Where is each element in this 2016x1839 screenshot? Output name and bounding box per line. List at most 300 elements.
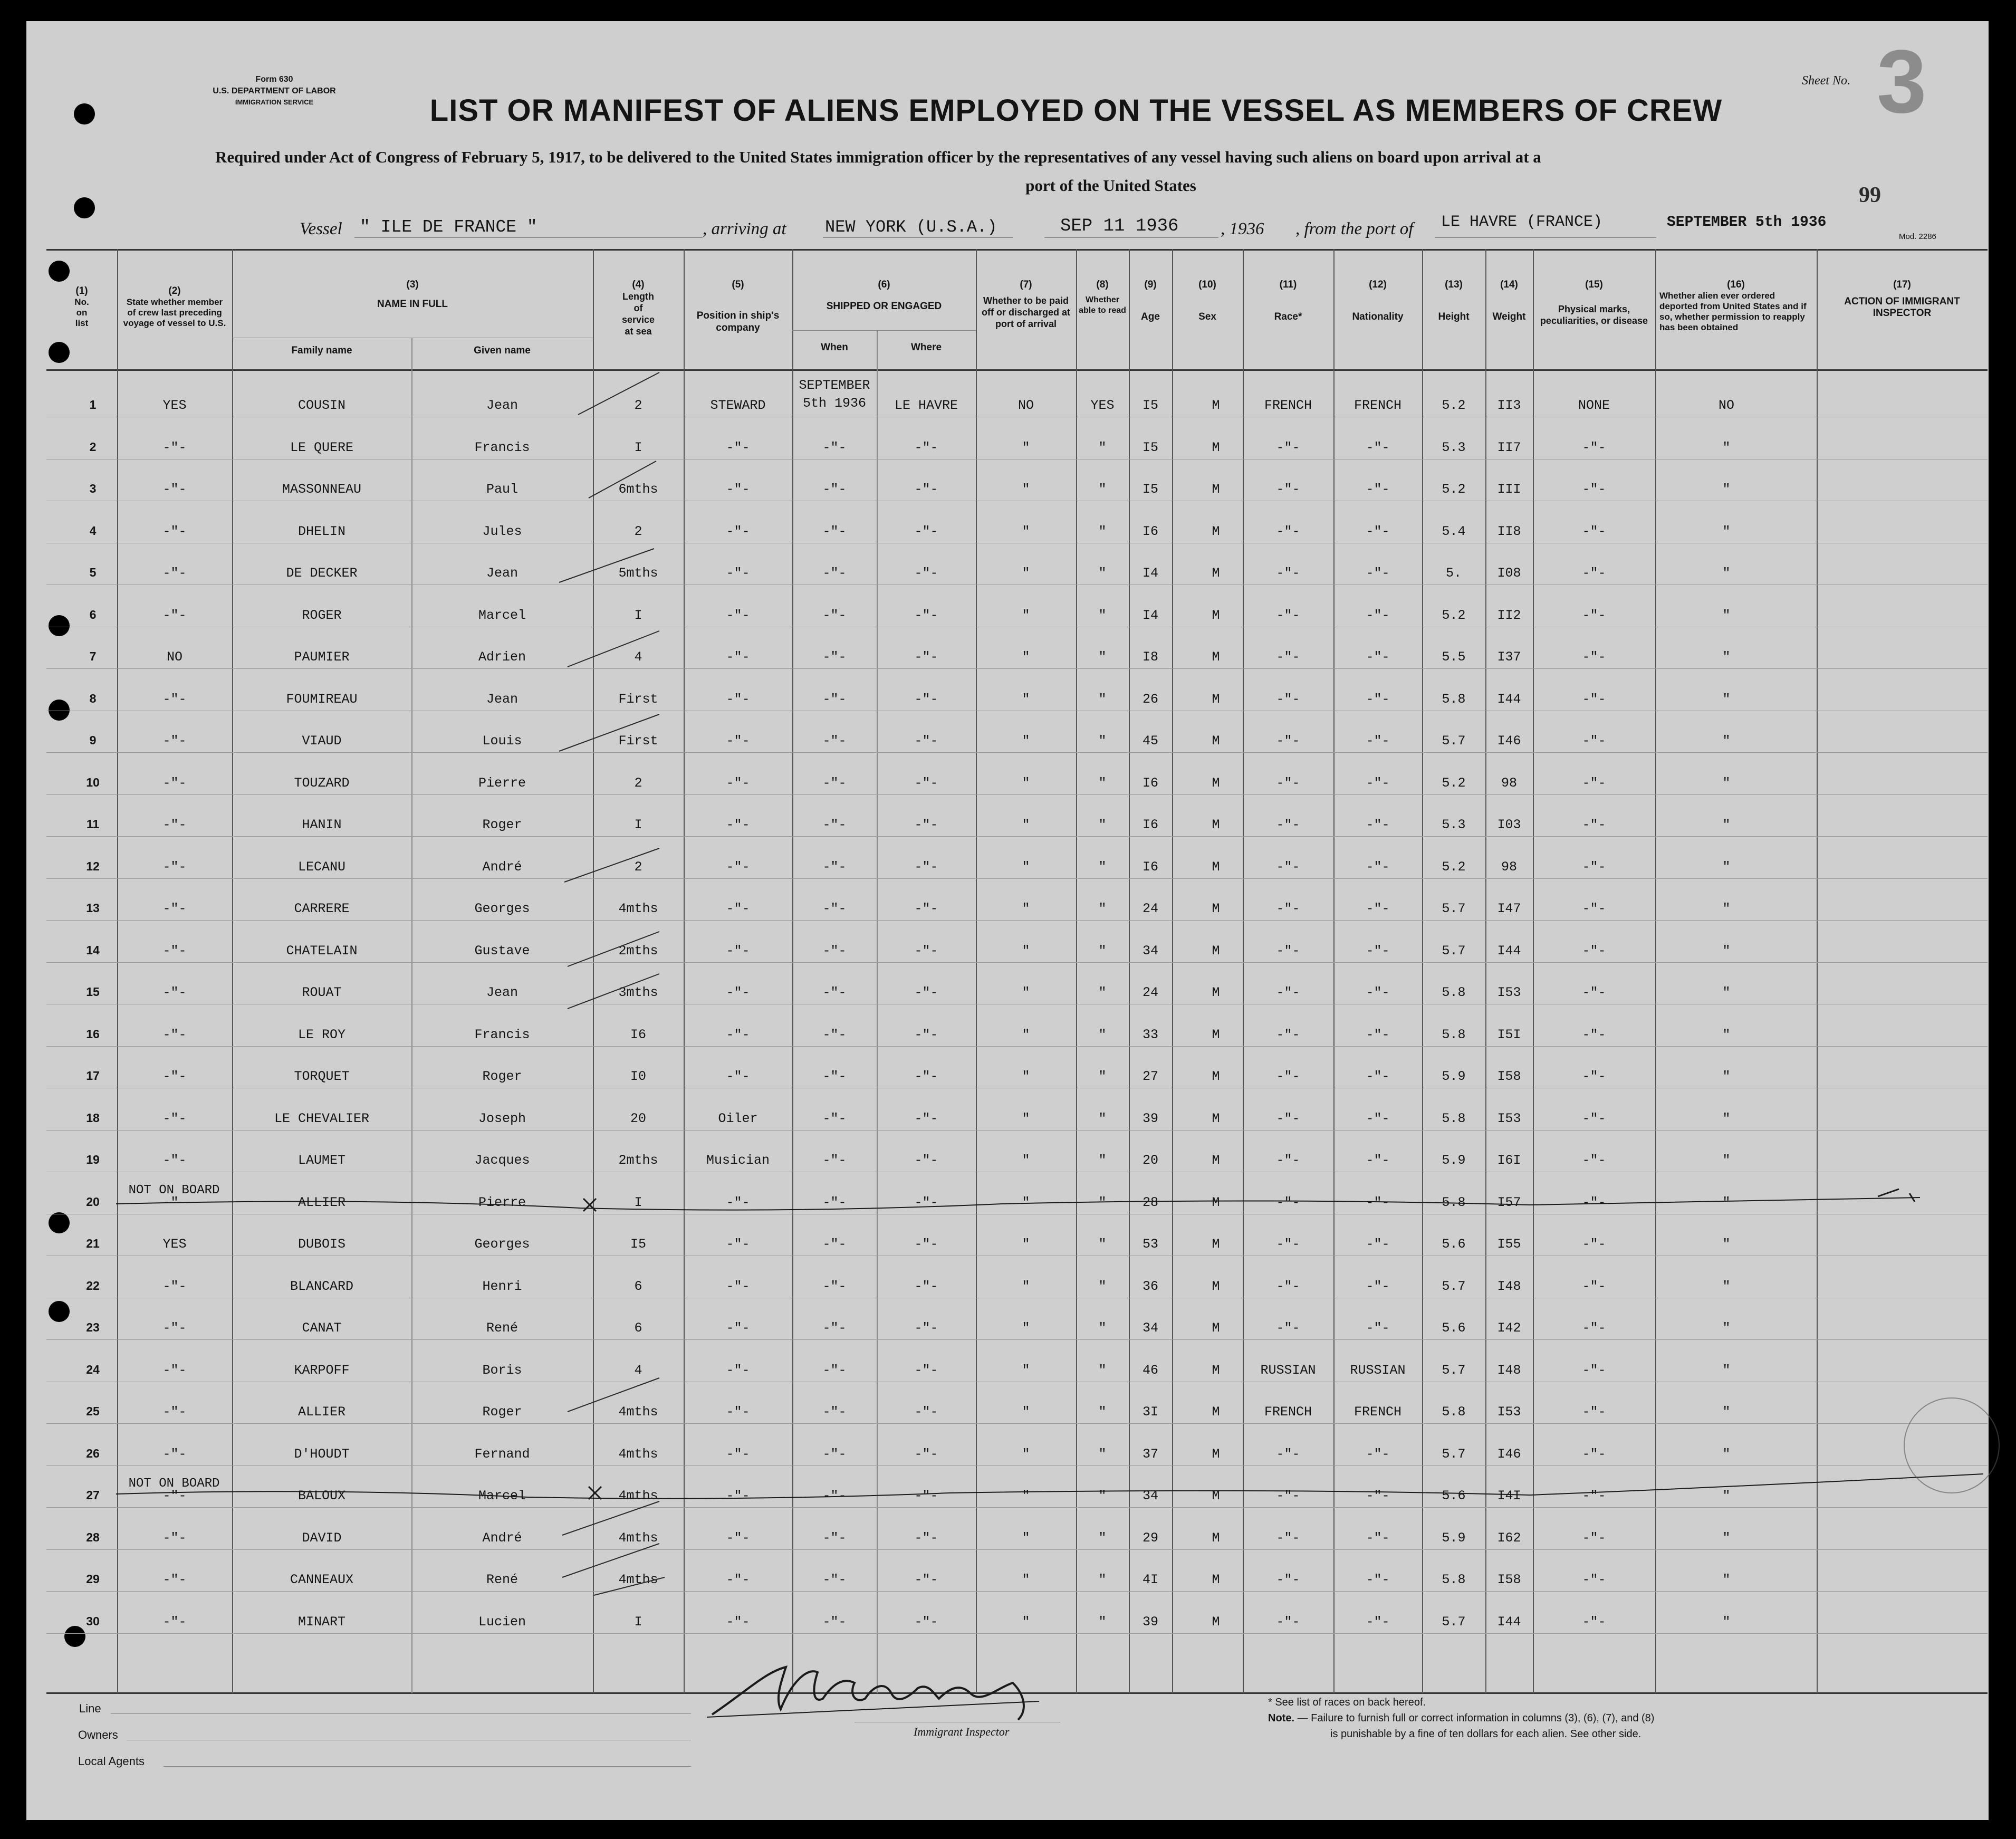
cell-family: HANIN xyxy=(302,817,342,832)
cell-marks: -"- xyxy=(1582,943,1606,959)
cell-weight: I08 xyxy=(1497,566,1521,581)
cell-age: 36 xyxy=(1142,1278,1159,1294)
cell-prev: -"- xyxy=(162,439,187,455)
cell-where: -"- xyxy=(914,1110,938,1126)
cell-when: -"- xyxy=(822,1572,847,1587)
cell-family: CANNEAUX xyxy=(290,1572,354,1587)
cell-when: -"- xyxy=(822,1110,847,1126)
cell-where: -"- xyxy=(914,523,938,539)
cell-nat: -"- xyxy=(1366,691,1390,707)
inspector-signature xyxy=(702,1651,1071,1725)
col-age-header: (9) Age xyxy=(1141,279,1160,322)
cell-where: -"- xyxy=(914,1027,938,1042)
cell-weight: II7 xyxy=(1497,439,1521,455)
cell-marks: -"- xyxy=(1582,1362,1606,1378)
cell-weight: I58 xyxy=(1497,1572,1521,1587)
cell-when: -"- xyxy=(822,1278,847,1294)
cell-when: -"- xyxy=(822,523,847,539)
cell-where: -"- xyxy=(914,607,938,623)
cell-sex: M xyxy=(1212,607,1220,623)
cell-sex: M xyxy=(1212,439,1220,455)
form-service: IMMIGRATION SERVICE xyxy=(235,98,314,106)
cell-where: -"- xyxy=(914,1278,938,1294)
cell-prev: -"- xyxy=(162,1069,187,1084)
cell-given: Jean xyxy=(486,691,519,707)
cell-service: 4mths xyxy=(618,1404,658,1420)
cell-prev: -"- xyxy=(162,1278,187,1294)
cell-given: Roger xyxy=(482,1069,522,1084)
cell-sex: M xyxy=(1212,775,1220,791)
col-shipped-header: (6) SHIPPED OR ENGAGED xyxy=(826,279,942,312)
cell-paid: " xyxy=(1022,1572,1030,1587)
arriving-label: , arriving at xyxy=(703,219,786,238)
cell-marks: -"- xyxy=(1582,859,1606,875)
cell-given: Francis xyxy=(474,439,530,455)
cell-deported: " xyxy=(1722,1530,1731,1546)
cell-given: Jean xyxy=(486,985,519,1000)
cell-race: -"- xyxy=(1276,1320,1300,1336)
cell-position: -"- xyxy=(726,985,750,1000)
col-service-header: (4) Length of service at sea xyxy=(621,279,655,337)
cell-sex: M xyxy=(1212,482,1220,497)
penalty-note-2: is punishable by a fine of ten dollars for each alien. See other side. xyxy=(1330,1728,1641,1740)
cell-prev: -"- xyxy=(162,1446,187,1462)
cell-prev: -"- xyxy=(162,691,187,707)
cell-sex: M xyxy=(1212,566,1220,581)
cell-when: -"- xyxy=(822,482,847,497)
cell-when: -"- xyxy=(822,649,847,665)
row-number: 21 xyxy=(86,1237,100,1250)
cell-weight: I58 xyxy=(1497,1069,1521,1084)
cell-prev: -"- xyxy=(162,733,187,749)
row-number: 24 xyxy=(86,1362,100,1376)
cell-age: I4 xyxy=(1142,607,1159,623)
cell-weight: I53 xyxy=(1497,985,1521,1000)
cell-height: 5.3 xyxy=(1442,817,1466,832)
cell-weight: 98 xyxy=(1501,775,1518,791)
cell-sex: M xyxy=(1212,1320,1220,1336)
cell-paid: " xyxy=(1022,1446,1030,1462)
cell-given: André xyxy=(482,859,522,875)
cell-nat: -"- xyxy=(1366,901,1390,916)
cell-where: -"- xyxy=(914,691,938,707)
cell-where: -"- xyxy=(914,1530,938,1546)
cell-position: -"- xyxy=(726,733,750,749)
row-number: 9 xyxy=(89,733,97,747)
departure-date: SEPTEMBER 5th 1936 xyxy=(1667,214,1827,231)
cell-given: Henri xyxy=(482,1278,522,1294)
cell-age: 29 xyxy=(1142,1530,1159,1546)
cell-when: -"- xyxy=(822,1488,847,1503)
cell-age: 28 xyxy=(1142,1194,1159,1210)
cell-weight: II3 xyxy=(1497,398,1521,413)
check-marks xyxy=(559,372,665,1595)
cell-sex: M xyxy=(1212,943,1220,959)
cell-nat: -"- xyxy=(1366,649,1390,665)
cell-service: 4 xyxy=(634,649,642,665)
cell-read: " xyxy=(1098,859,1107,875)
cell-prev: -"- xyxy=(162,1362,187,1378)
cell-marks: -"- xyxy=(1582,1530,1606,1546)
cell-where: -"- xyxy=(914,482,938,497)
cell-prev: -"- xyxy=(162,607,187,623)
cell-race: -"- xyxy=(1276,1237,1300,1252)
cell-family: LECANU xyxy=(297,859,346,875)
cell-given: Paul xyxy=(486,482,519,497)
cell-family: TORQUET xyxy=(294,1069,350,1084)
cell-paid: " xyxy=(1022,901,1030,916)
row-number: 1 xyxy=(89,398,97,411)
row-number: 12 xyxy=(86,859,100,873)
strike-line-row-20 xyxy=(116,1198,1920,1210)
cell-service: 2 xyxy=(634,859,642,875)
cell-height: 5.8 xyxy=(1442,1027,1466,1042)
cell-race: -"- xyxy=(1276,1614,1300,1630)
cell-paid: " xyxy=(1022,733,1030,749)
cell-prev: -"- xyxy=(162,1110,187,1126)
cell-marks: -"- xyxy=(1582,1446,1606,1462)
cell-marks: -"- xyxy=(1582,817,1606,832)
cell-age: I6 xyxy=(1142,523,1159,539)
cell-sex: M xyxy=(1212,1530,1220,1546)
subtitle-line-1: Required under Act of Congress of February 5, 1917, to be delivered to the United States immigration officer by the representatives of any vessel having such aliens on board upon arrival at a xyxy=(215,148,1541,166)
cell-paid: " xyxy=(1022,1404,1030,1420)
row-number: 23 xyxy=(86,1320,100,1334)
cell-given: Louis xyxy=(482,733,522,749)
cell-height: 5.2 xyxy=(1442,482,1466,497)
cell-height: 5.8 xyxy=(1442,1572,1466,1587)
cell-given: Marcel xyxy=(478,1488,526,1503)
cell-where: -"- xyxy=(914,566,938,581)
cell-read: " xyxy=(1098,901,1107,916)
cell-family: VIAUD xyxy=(302,733,342,749)
cell-where: -"- xyxy=(914,1069,938,1084)
cell-height: 5.5 xyxy=(1442,649,1466,665)
cell-age: 20 xyxy=(1142,1153,1159,1168)
cell-when: -"- xyxy=(822,566,847,581)
cell-when: -"- xyxy=(822,1194,847,1210)
cell-sex: M xyxy=(1212,523,1220,539)
cell-position: -"- xyxy=(726,1614,750,1630)
cell-paid: " xyxy=(1022,775,1030,791)
cell-nat: -"- xyxy=(1366,1572,1390,1587)
row-number: 11 xyxy=(86,817,100,831)
cell-sex: M xyxy=(1212,901,1220,916)
cell-family: ALLIER xyxy=(297,1194,346,1210)
cell-prev: -"- xyxy=(162,523,187,539)
row-number: 3 xyxy=(89,482,97,495)
cell-when: -"- xyxy=(822,439,847,455)
cell-nat: -"- xyxy=(1366,1110,1390,1126)
cell-height: 5.7 xyxy=(1442,943,1466,959)
cell-paid: " xyxy=(1022,1153,1030,1168)
cell-paid: " xyxy=(1022,985,1030,1000)
cell-prev: -"- xyxy=(162,817,187,832)
cell-when: -"- xyxy=(822,1614,847,1630)
col-previous-voyage-header: (2) State whether member of crew last preceding voyage of vessel to U.S. xyxy=(123,285,226,328)
cell-service: I xyxy=(634,1194,642,1210)
cell-height: 5. xyxy=(1445,566,1462,581)
cell-read: " xyxy=(1098,1614,1107,1630)
cell-read: " xyxy=(1098,439,1107,455)
cell-height: 5.8 xyxy=(1442,1110,1466,1126)
cell-family: ROUAT xyxy=(302,985,342,1000)
cell-marks: -"- xyxy=(1582,1488,1606,1503)
not-on-board-note: NOT ON BOARD xyxy=(128,1477,220,1491)
cell-read: " xyxy=(1098,1572,1107,1587)
cell-prev: YES xyxy=(162,398,187,413)
cell-given: Joseph xyxy=(478,1110,526,1126)
sheet-number: 3 xyxy=(1877,32,1927,132)
cell-when: -"- xyxy=(822,607,847,623)
cell-marks: -"- xyxy=(1582,775,1606,791)
not-on-board-note: NOT ON BOARD xyxy=(128,1183,220,1198)
cell-paid: " xyxy=(1022,817,1030,832)
cell-height: 5.9 xyxy=(1442,1069,1466,1084)
cell-race: -"- xyxy=(1276,1530,1300,1546)
cell-where: -"- xyxy=(914,1153,938,1168)
cell-height: 5.9 xyxy=(1442,1153,1466,1168)
cell-service: 4mths xyxy=(618,1530,658,1546)
cell-position: -"- xyxy=(726,1488,750,1503)
cell-read: " xyxy=(1098,1488,1107,1503)
cell-weight: I53 xyxy=(1497,1110,1521,1126)
cell-age: I5 xyxy=(1142,439,1159,455)
cell-nat: -"- xyxy=(1366,566,1390,581)
cell-family: LE CHEVALIER xyxy=(274,1110,370,1126)
cell-position: Oiler xyxy=(718,1110,758,1126)
cell-deported: " xyxy=(1722,1110,1731,1126)
row-number: 8 xyxy=(89,691,97,705)
cell-family: DUBOIS xyxy=(297,1237,346,1252)
cell-when: -"- xyxy=(822,1362,847,1378)
cell-family: TOUZARD xyxy=(294,775,350,791)
row-number: 2 xyxy=(89,439,97,454)
cell-given: André xyxy=(482,1530,522,1546)
row-number: 13 xyxy=(86,901,100,915)
x-mark-row-27 xyxy=(589,1487,601,1499)
cell-deported: " xyxy=(1722,1446,1731,1462)
cell-age: 37 xyxy=(1142,1446,1159,1462)
cell-marks: -"- xyxy=(1582,1110,1606,1126)
col-name-header: (3) NAME IN FULL xyxy=(377,279,448,310)
cell-marks: -"- xyxy=(1582,1237,1606,1252)
cell-family: LE ROY xyxy=(297,1027,346,1042)
cell-when: -"- xyxy=(822,1446,847,1462)
cell-weight: I37 xyxy=(1497,649,1521,665)
cell-where: -"- xyxy=(914,817,938,832)
cell-height: 5.8 xyxy=(1442,1194,1466,1210)
row-number: 25 xyxy=(86,1404,100,1418)
from-label: , from the port of xyxy=(1295,219,1414,238)
cell-when: -"- xyxy=(822,943,847,959)
row-number: 16 xyxy=(86,1027,100,1041)
cell-race: -"- xyxy=(1276,1278,1300,1294)
cell-deported: " xyxy=(1722,482,1731,497)
cell-marks: -"- xyxy=(1582,985,1606,1000)
cell-nat: -"- xyxy=(1366,1320,1390,1336)
cell-service: I0 xyxy=(630,1069,647,1084)
cell-height: 5.2 xyxy=(1442,607,1466,623)
cell-service: First xyxy=(618,691,658,707)
cell-age: I5 xyxy=(1142,398,1159,413)
cell-paid: " xyxy=(1022,1194,1030,1210)
cell-when: -"- xyxy=(822,1153,847,1168)
cell-race: -"- xyxy=(1276,1194,1300,1210)
cell-marks: -"- xyxy=(1582,1069,1606,1084)
cell-service: 3mths xyxy=(618,985,658,1000)
cell-nat: -"- xyxy=(1366,607,1390,623)
cell-sex: M xyxy=(1212,398,1220,413)
cell-nat: -"- xyxy=(1366,1488,1390,1503)
cell-where: -"- xyxy=(914,649,938,665)
cell-deported: " xyxy=(1722,1572,1731,1587)
cell-age: I5 xyxy=(1142,482,1159,497)
cell-prev: -"- xyxy=(162,1153,187,1168)
cell-sex: M xyxy=(1212,649,1220,665)
cell-family: DE DECKER xyxy=(286,566,358,581)
cell-height: 5.7 xyxy=(1442,1362,1466,1378)
cell-race: -"- xyxy=(1276,523,1300,539)
cell-marks: -"- xyxy=(1582,691,1606,707)
cell-family: PAUMIER xyxy=(294,649,350,665)
cell-prev: -"- xyxy=(162,1488,187,1503)
cell-read: " xyxy=(1098,1278,1107,1294)
stamp-circle xyxy=(1904,1398,1999,1493)
cell-deported: " xyxy=(1722,775,1731,791)
cell-sex: M xyxy=(1212,733,1220,749)
cell-height: 5.8 xyxy=(1442,985,1466,1000)
cell-height: 5.8 xyxy=(1442,1404,1466,1420)
cell-position: -"- xyxy=(726,1278,750,1294)
cell-family: LAUMET xyxy=(297,1153,346,1168)
cell-paid: " xyxy=(1022,691,1030,707)
cell-marks: -"- xyxy=(1582,901,1606,916)
cell-paid: " xyxy=(1022,523,1030,539)
cell-position: -"- xyxy=(726,482,750,497)
cell-race: -"- xyxy=(1276,775,1300,791)
cell-race: -"- xyxy=(1276,649,1300,665)
cell-weight: I53 xyxy=(1497,1404,1521,1420)
cell-age: 39 xyxy=(1142,1614,1159,1630)
cell-nat: -"- xyxy=(1366,733,1390,749)
cell-weight: III xyxy=(1497,482,1521,497)
cell-given: René xyxy=(486,1572,519,1587)
cell-service: 4mths xyxy=(618,1446,658,1462)
line-label: Line xyxy=(79,1702,101,1715)
cell-race: -"- xyxy=(1276,482,1300,497)
cell-deported: " xyxy=(1722,1194,1731,1210)
cell-paid: " xyxy=(1022,482,1030,497)
cell-family: CARRERE xyxy=(294,901,350,916)
where-subheader: Where xyxy=(910,342,942,353)
cell-service: I xyxy=(634,607,642,623)
col-position-header: (5) Position in ship's company xyxy=(696,279,780,333)
form-department: U.S. DEPARTMENT OF LABOR xyxy=(213,87,336,95)
cell-given: Fernand xyxy=(474,1446,530,1462)
cell-paid: " xyxy=(1022,1278,1030,1294)
cell-position: -"- xyxy=(726,1530,750,1546)
strike-arrow-row-20 xyxy=(1878,1189,1915,1202)
cell-deported: " xyxy=(1722,523,1731,539)
cell-position: -"- xyxy=(726,1194,750,1210)
cell-given: Pierre xyxy=(478,1194,526,1210)
cell-given: Roger xyxy=(482,817,522,832)
cell-position: -"- xyxy=(726,607,750,623)
cell-weight: I48 xyxy=(1497,1278,1521,1294)
cell-height: 5.6 xyxy=(1442,1488,1466,1503)
cell-position: -"- xyxy=(726,1446,750,1462)
cell-age: 3I xyxy=(1142,1404,1159,1420)
col-weight-header: (14) Weight xyxy=(1492,279,1526,322)
sheet-no-label: Sheet No. xyxy=(1802,74,1850,88)
row-number: 28 xyxy=(86,1530,100,1544)
cell-weight: I5I xyxy=(1497,1027,1521,1042)
cell-when: -"- xyxy=(822,775,847,791)
cell-prev: YES xyxy=(162,1237,187,1252)
cell-race: -"- xyxy=(1276,1488,1300,1503)
cell-race: RUSSIAN xyxy=(1260,1362,1316,1378)
cell-nat: -"- xyxy=(1366,1194,1390,1210)
cell-paid: " xyxy=(1022,1530,1030,1546)
cell-family: DHELIN xyxy=(297,523,346,539)
cell-prev: -"- xyxy=(162,859,187,875)
cell-paid: " xyxy=(1022,1069,1030,1084)
cell-when: -"- xyxy=(822,1237,847,1252)
cell-when: -"- xyxy=(822,1069,847,1084)
cell-sex: M xyxy=(1212,1614,1220,1630)
col-no-header: (1) No. on list xyxy=(74,285,89,328)
cell-when: -"- xyxy=(822,1027,847,1042)
local-agents-label: Local Agents xyxy=(78,1755,145,1768)
cell-service: I5 xyxy=(630,1237,647,1252)
cell-weight: II8 xyxy=(1497,523,1521,539)
cell-position: -"- xyxy=(726,566,750,581)
owners-label: Owners xyxy=(78,1728,118,1741)
cell-height: 5.7 xyxy=(1442,1278,1466,1294)
cell-race: -"- xyxy=(1276,1110,1300,1126)
cell-age: I4 xyxy=(1142,566,1159,581)
cell-height: 5.6 xyxy=(1442,1237,1466,1252)
cell-service: 6 xyxy=(634,1278,642,1294)
cell-deported: " xyxy=(1722,1153,1731,1168)
cell-when: -"- xyxy=(822,985,847,1000)
cell-race: -"- xyxy=(1276,817,1300,832)
cell-paid: NO xyxy=(1017,398,1034,413)
row-number: 7 xyxy=(89,649,97,663)
cell-given: Pierre xyxy=(478,775,526,791)
cell-age: 27 xyxy=(1142,1069,1159,1084)
row-number: 15 xyxy=(86,985,100,999)
cell-where: -"- xyxy=(914,733,938,749)
when-subheader: When xyxy=(821,342,848,353)
cell-where: -"- xyxy=(914,1362,938,1378)
cell-when: -"- xyxy=(822,1404,847,1420)
cell-marks: NONE xyxy=(1578,398,1610,413)
col-sex-header: (10) Sex xyxy=(1198,279,1216,322)
cell-nat: -"- xyxy=(1366,1237,1390,1252)
cell-nat: -"- xyxy=(1366,482,1390,497)
cell-height: 5.7 xyxy=(1442,1614,1466,1630)
cell-deported: " xyxy=(1722,649,1731,665)
cell-nat: -"- xyxy=(1366,943,1390,959)
cell-position: -"- xyxy=(726,901,750,916)
cell-given: Roger xyxy=(482,1404,522,1420)
cell-prev: -"- xyxy=(162,985,187,1000)
cell-given: Marcel xyxy=(478,607,526,623)
cell-height: 5.2 xyxy=(1442,398,1466,413)
cell-family: BALOUX xyxy=(297,1488,346,1503)
